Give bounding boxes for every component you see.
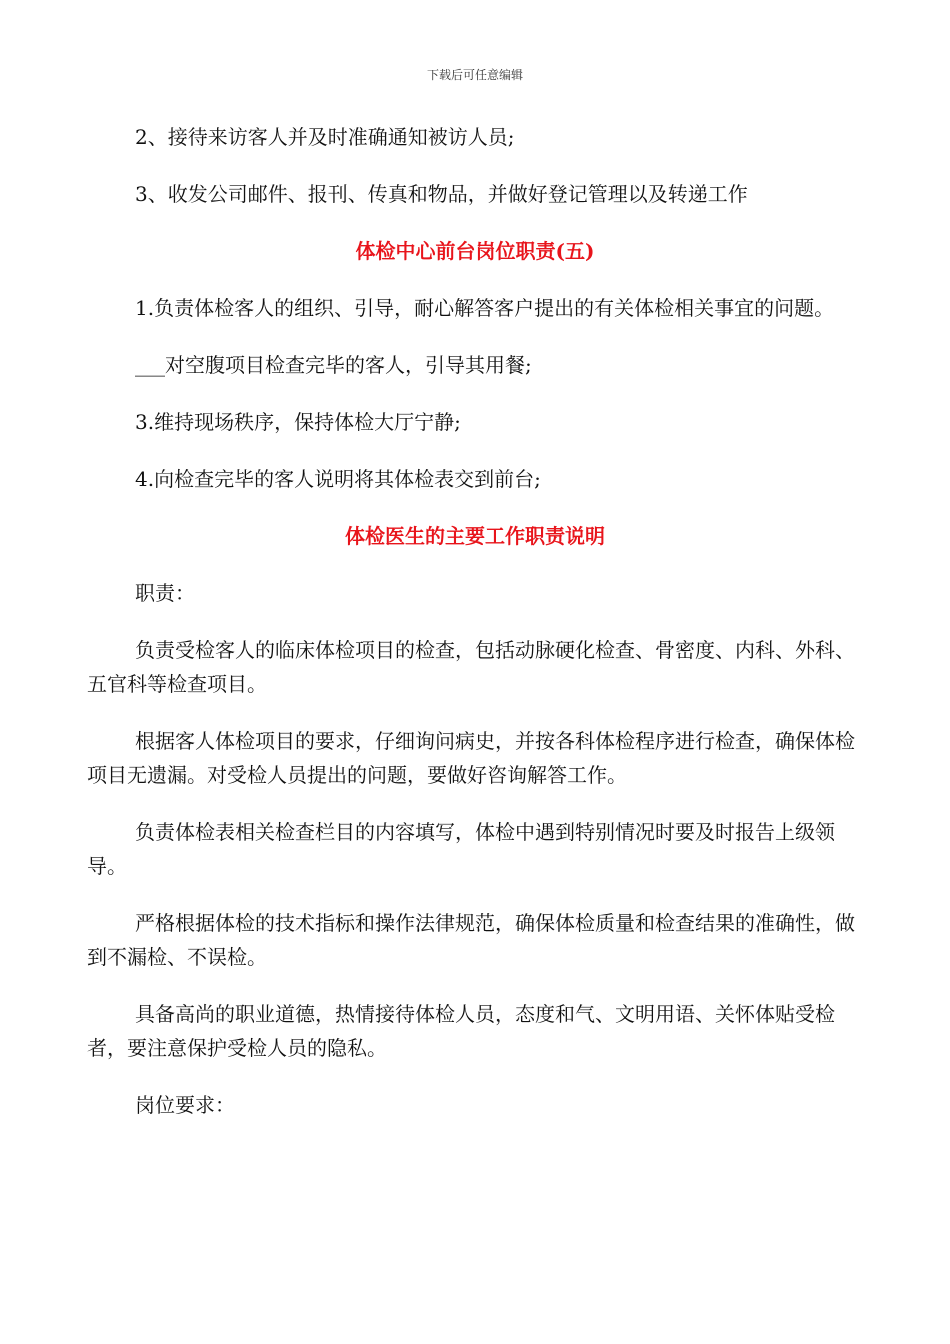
section-heading-front-desk: 体检中心前台岗位职责(五) [355, 239, 595, 263]
page-header: 下载后可任意编辑 [426, 68, 523, 82]
paragraph-front-desk-1: 1.负责体检客人的组织、引导，耐心解答客户提出的有关体检相关事宜的问题。 [135, 296, 835, 320]
paragraph-duty-5: 具备高尚的职业道德，热情接待体检人员，态度和气、文明用语、关怀体贴受检者，要注意保护受检人员的隐私。 [87, 1002, 835, 1060]
paragraph-duty-3: 负责体检表相关检查栏目的内容填写，体检中遇到特别情况时要及时报告上级领导。 [87, 820, 835, 878]
section-heading-doctor: 体检医生的主要工作职责说明 [345, 524, 605, 548]
paragraph-front-desk-2: ___对空腹项目检查完毕的客人，引导其用餐; [135, 353, 532, 377]
paragraph-reception-2: 2、接待来访客人并及时准确通知被访人员; [135, 125, 515, 149]
paragraph-front-desk-3: 3.维持现场秩序，保持体检大厅宁静; [135, 410, 461, 434]
document-body [87, 120, 863, 1122]
paragraph-duty-1: 负责受检客人的临床体检项目的检查，包括动脉硬化检查、骨密度、内科、外科、五官科等检查项目。 [87, 638, 855, 696]
paragraph-reception-3: 3、收发公司邮件、报刊、传真和物品，并做好登记管理以及转递工作 [135, 182, 748, 206]
paragraph-duty-4: 严格根据体检的技术指标和操作法律规范，确保体检质量和检查结果的准确性，做到不漏检、不误检。 [87, 911, 855, 969]
paragraph-duty-2: 根据客人体检项目的要求，仔细询问病史，并按各科体检程序进行检查，确保体检项目无遗漏。对受检人员提出的问题，要做好咨询解答工作。 [87, 729, 855, 787]
paragraph-requirements-label: 岗位要求： [135, 1093, 235, 1117]
paragraph-duties-label: 职责： [135, 581, 195, 605]
paragraph-front-desk-4: 4.向检查完毕的客人说明将其体检表交到前台; [135, 467, 541, 491]
